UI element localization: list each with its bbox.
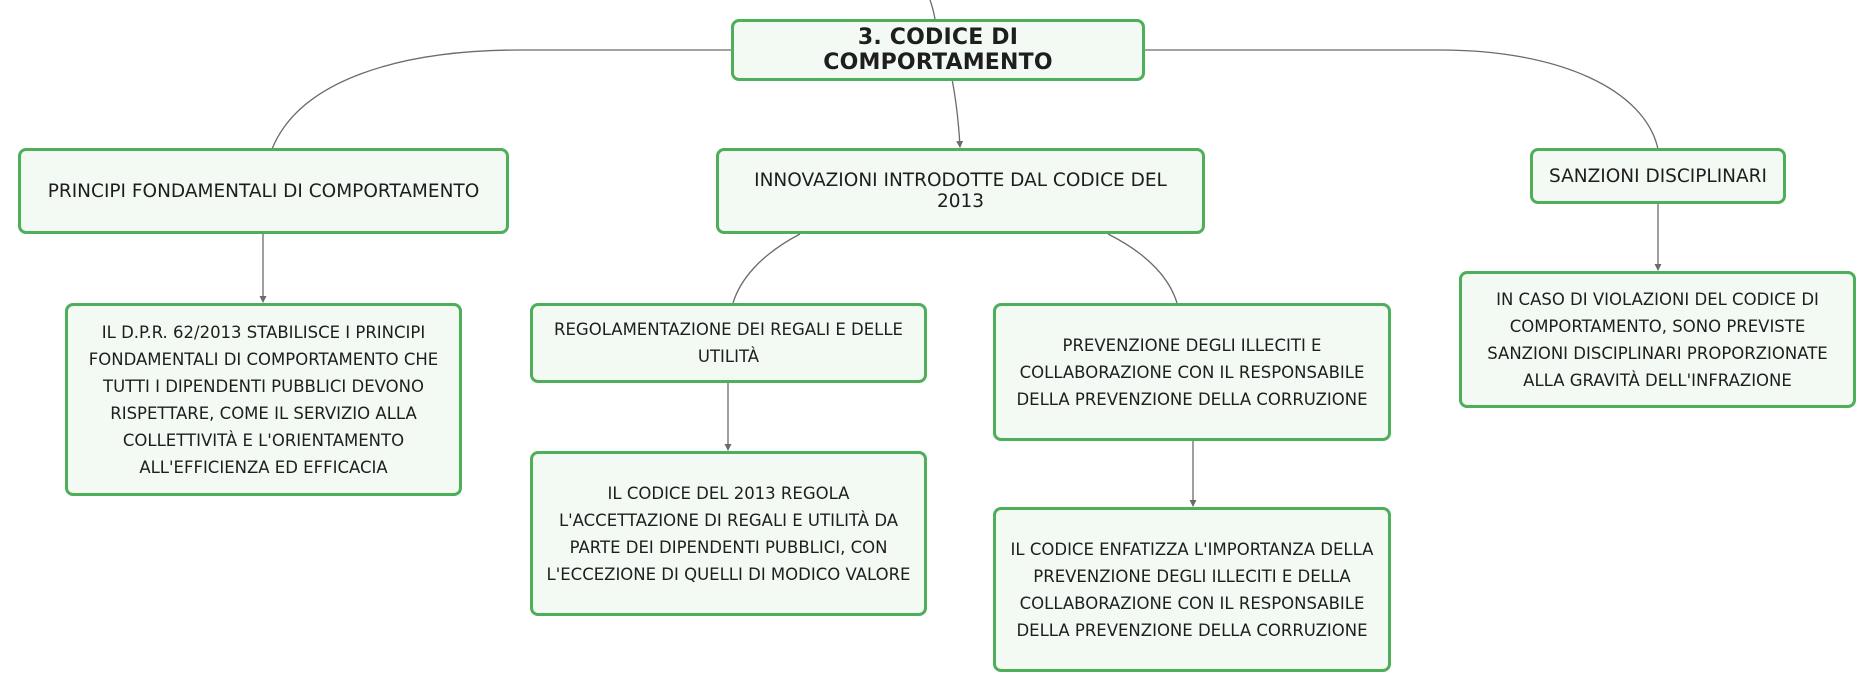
branch-sanzioni-node[interactable] xyxy=(1530,148,1786,204)
root-topic-node[interactable] xyxy=(731,19,1145,81)
prevenzione-detail-text: IL CODICE ENFATIZZA L'IMPORTANZA DELLA PREVENZIONE DEGLI ILLECITI E DELLA COLLABORAZIONE CON IL RESPONSABILE DELLA PREVENZIONE DELLA CORRUZIONE xyxy=(1010,539,1374,640)
regali-detail-text: IL CODICE DEL 2013 REGOLA L'ACCETTAZIONE DI REGALI E UTILITÀ DA PARTE DEI DIPENDENTI PUBBLICI, CON L'ECCEZIONE DI QUELLI DI MODICO VALORE xyxy=(546,483,911,584)
sanzioni-detail-node[interactable] xyxy=(1459,271,1856,408)
subtopic-regali-label: REGOLAMENTAZIONE DEI REGALI E DELLE UTILITÀ xyxy=(554,320,903,366)
prevenzione-detail-node[interactable] xyxy=(993,507,1391,672)
root-topic-label: 3. CODICE DI COMPORTAMENTO xyxy=(823,25,1053,75)
subtopic-regali-node[interactable] xyxy=(530,303,927,383)
connector-innovazioni-to-prevenzione xyxy=(1108,234,1177,303)
branch-sanzioni-label: SANZIONI DISCIPLINARI xyxy=(1549,165,1767,187)
principi-detail-text: IL D.P.R. 62/2013 STABILISCE I PRINCIPI FONDAMENTALI DI COMPORTAMENTO CHE TUTTI I DIPENDENTI PUBBLICI DEVONO RISPETTARE, COME IL SERVIZIO ALLA COLLETTIVITÀ E L'ORIENTAMENTO ALL'EFFICIENZA ED EFFICACIA xyxy=(88,322,439,477)
connector-root-to-sanzioni xyxy=(1143,50,1658,149)
regali-detail-node[interactable] xyxy=(530,451,927,616)
branch-innovazioni-node[interactable] xyxy=(716,148,1205,234)
sanzioni-detail-text: IN CASO DI VIOLAZIONI DEL CODICE DI COMPORTAMENTO, SONO PREVISTE SANZIONI DISCIPLINARI PROPORZIONATE ALLA GRAVITÀ DELL'INFRAZIONE xyxy=(1487,289,1828,390)
branch-innovazioni-label: INNOVAZIONI INTRODOTTE DAL CODICE DEL 2013 xyxy=(754,170,1167,212)
subtopic-prevenzione-label: PREVENZIONE DEGLI ILLECITI E COLLABORAZIONE CON IL RESPONSABILE DELLA PREVENZIONE DELLA CORRUZIONE xyxy=(1016,335,1368,409)
connector-root-to-innovazioni xyxy=(952,79,960,147)
connector-root-incoming xyxy=(930,0,935,19)
branch-principi-label: PRINCIPI FONDAMENTALI DI COMPORTAMENTO xyxy=(47,180,480,202)
branch-principi-node[interactable] xyxy=(18,148,509,234)
principi-detail-node[interactable] xyxy=(65,303,462,496)
connector-innovazioni-to-regali xyxy=(733,234,800,303)
subtopic-prevenzione-node[interactable] xyxy=(993,303,1391,441)
connector-root-to-principi xyxy=(272,50,733,149)
